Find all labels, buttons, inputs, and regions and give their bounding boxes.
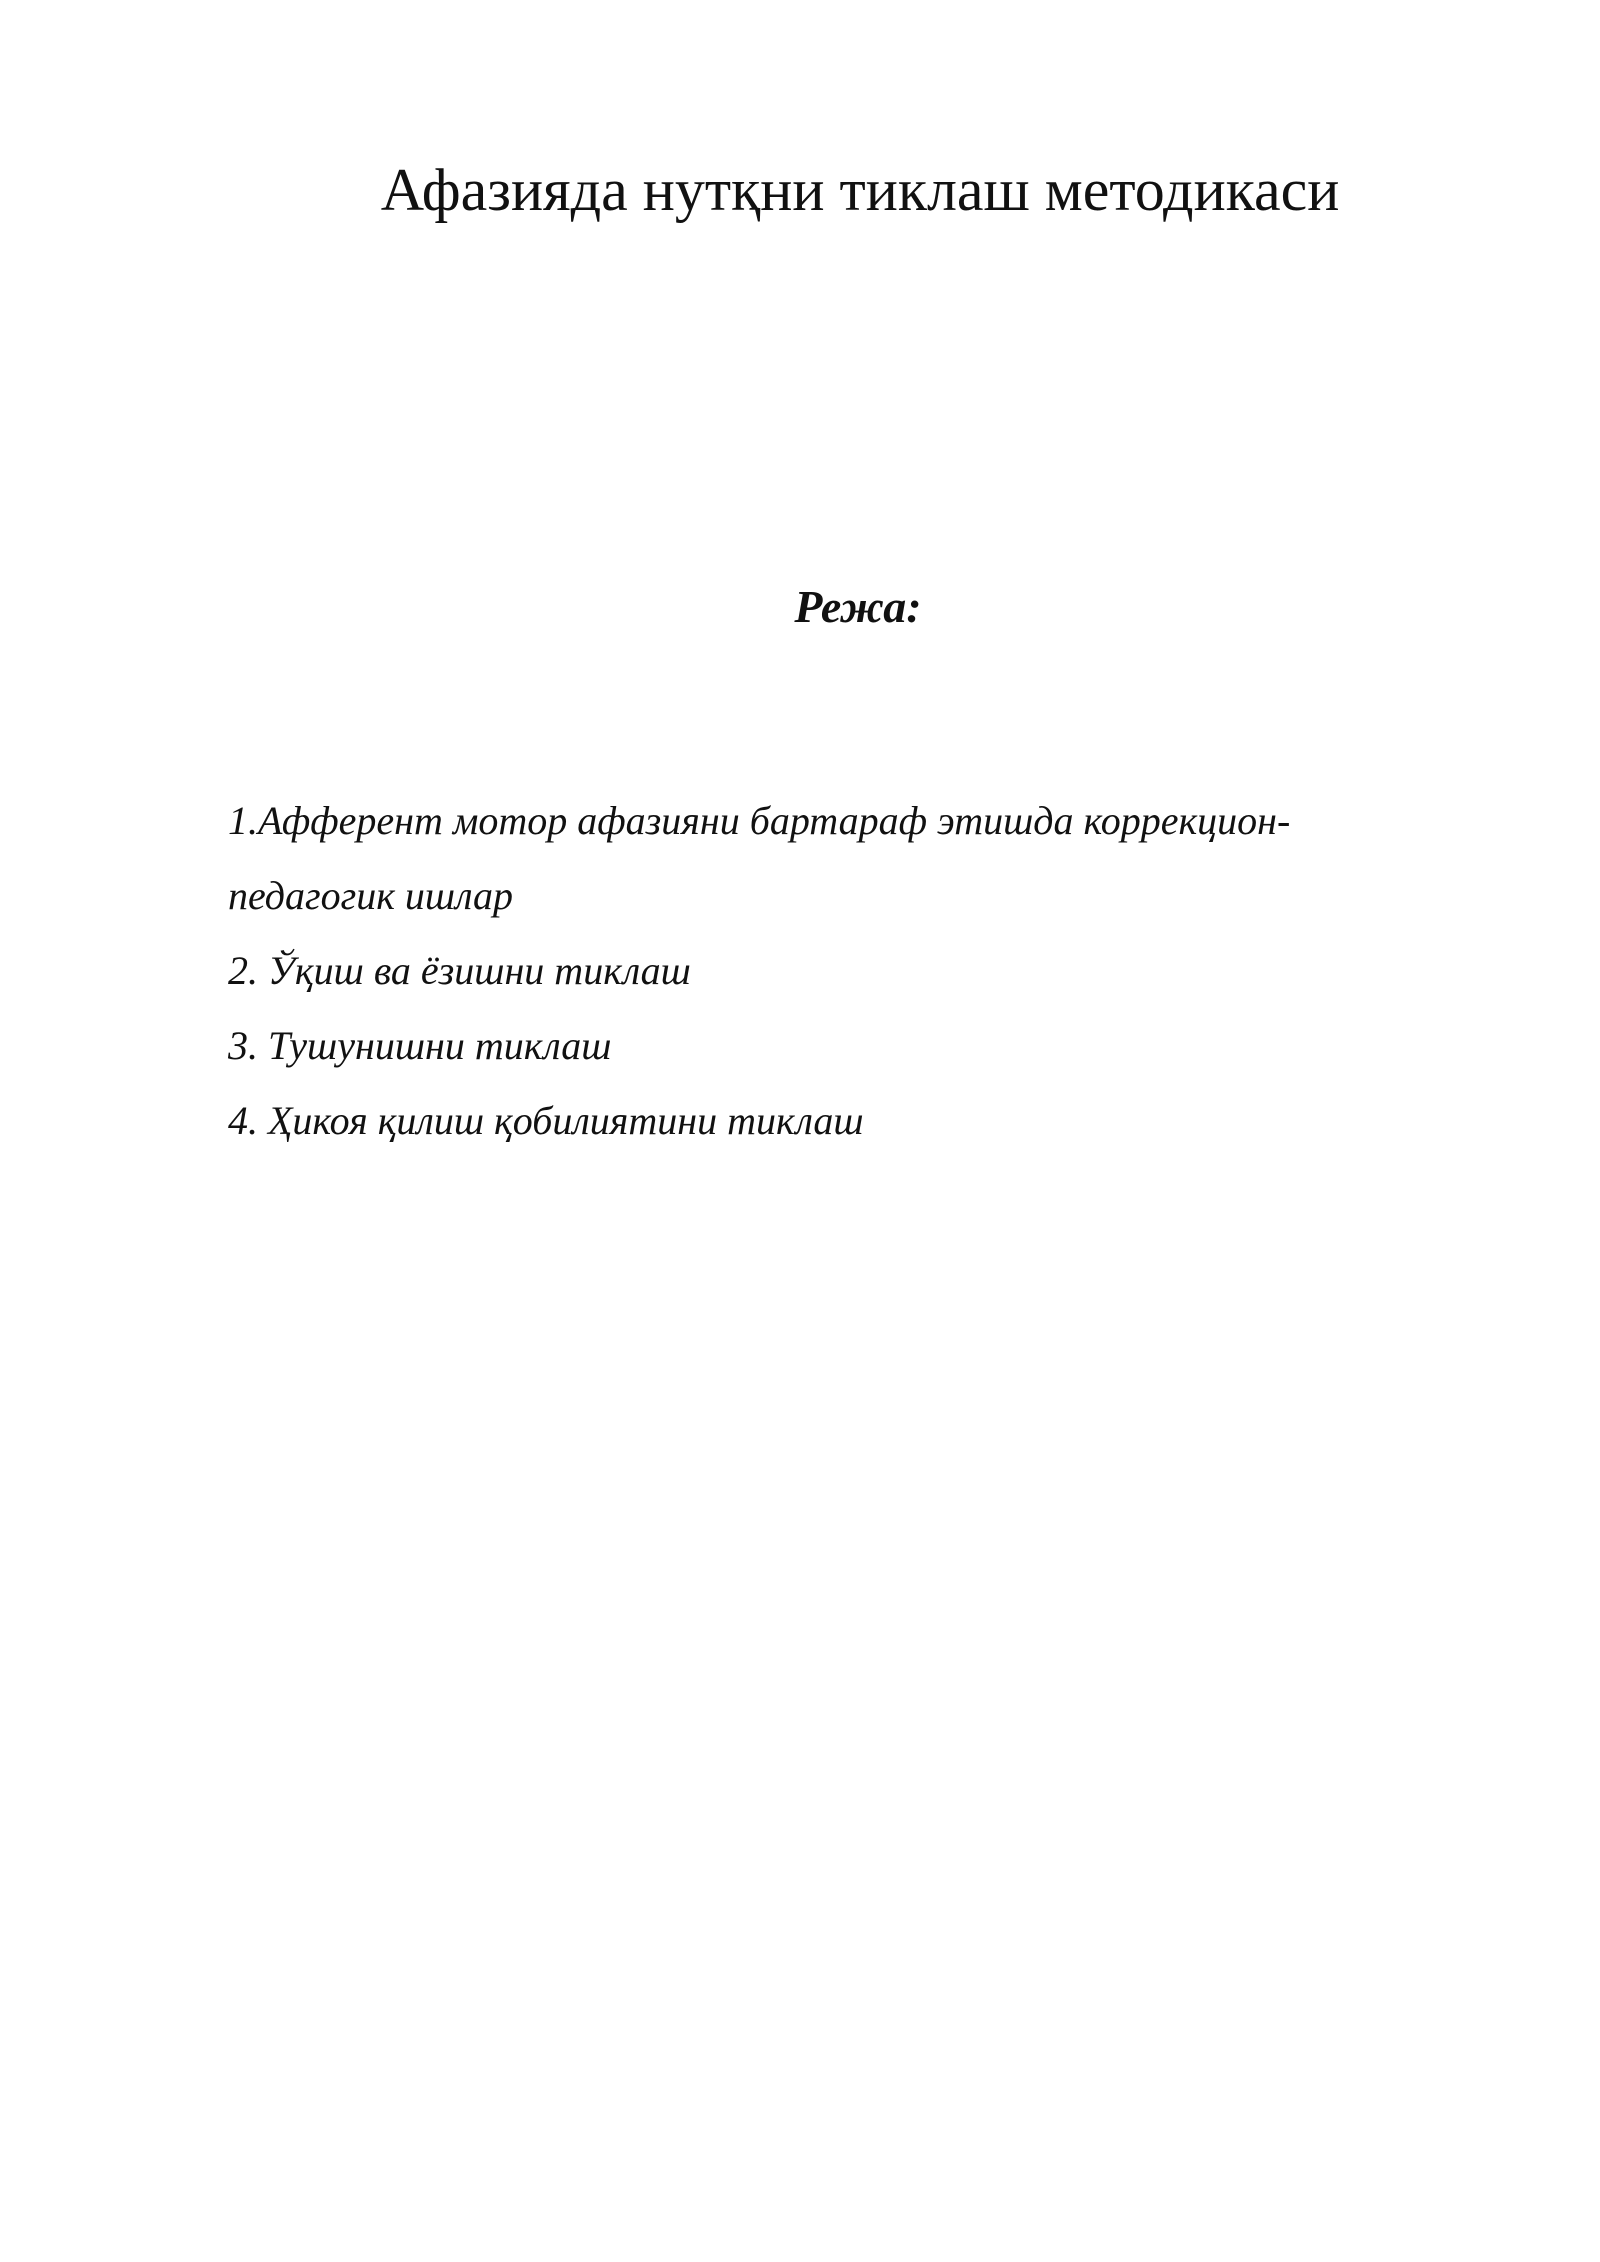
plan-item-4 <box>228 1083 1408 1158</box>
plan-item-2 <box>228 933 1408 1008</box>
plan-item-number: 4. <box>228 1098 258 1143</box>
plan-item-text-line2: педагогик ишлар <box>228 873 514 918</box>
plan-item-number: 3. <box>228 1023 258 1068</box>
plan-item-number: 2. <box>228 948 258 993</box>
plan-heading: Режа: <box>794 581 922 632</box>
plan-item-text-line1: Афферент мотор афазияни бартараф этишда коррекцион- <box>258 798 1291 843</box>
document-title: Афазияда нутқни тиклаш методикаси <box>380 157 1340 223</box>
plan-item-1 <box>228 783 1408 933</box>
plan-item-text: Ҳикоя қилиш қобилиятини тиклаш <box>268 1098 864 1143</box>
plan-item-3 <box>228 1008 1408 1083</box>
plan-item-text: Тушунишни тиклаш <box>268 1023 612 1068</box>
plan-list <box>228 783 1408 1158</box>
plan-item-text: Ўқиш ва ёзишни тиклаш <box>268 948 691 993</box>
plan-item-number: 1. <box>228 798 258 843</box>
